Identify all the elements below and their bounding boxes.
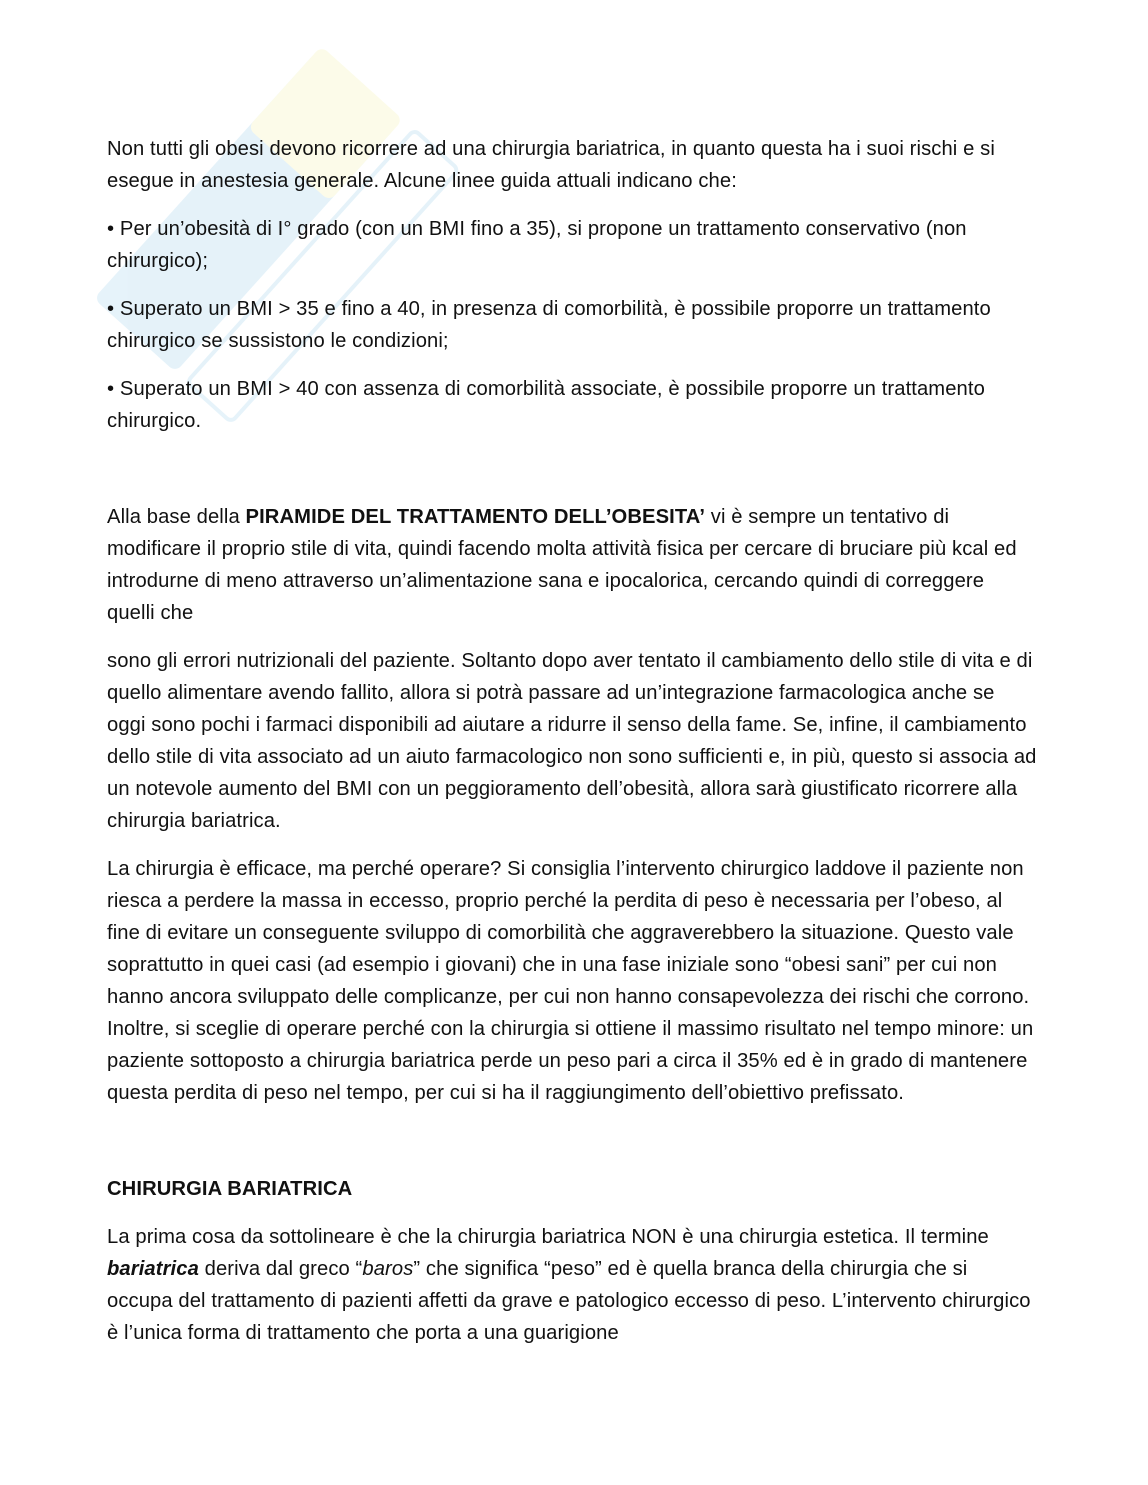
bariatrica-definition-paragraph [107, 1221, 1037, 1349]
definition-text-mid: deriva dal greco “ [198, 1258, 363, 1280]
piramide-text-end: vi è sempre un tentativo di modificare il proprio stile di vita, quindi facendo molta attività fisica per cercare di bruciare più kcal ed introdurne di meno attraverso un’alimentazione sana e ipocalorica, cercando quindi di correggere quelli che [107, 506, 1017, 624]
bullet-item-bmi-over-40: • Superato un BMI > 40 con assenza di comorbilità associate, è possibile proporre un trattamento chirurgico. [107, 378, 985, 432]
piramide-text-start: Alla base della [107, 506, 246, 528]
definition-text-end: ” che significa “peso” ed è quella branca della chirurgia che si occupa del trattamento di pazienti affetti da grave e patologico eccesso di peso. L’intervento chirurgico è l’unica forma di trattamento che porta a una guarigione [107, 1258, 1031, 1344]
document-body [107, 133, 1037, 1349]
efficace-paragraph: La chirurgia è efficace, ma perché operare? Si consiglia l’intervento chirurgico laddove il paziente non riesca a perdere la massa in eccesso, proprio perché la perdita di peso è necessaria per l’obeso, al fine di evitare un conseguente sviluppo di comorbilità che aggraverebbero la situazione. Questo vale soprattutto in quei casi (ad esempio i giovani) che in una fase iniziale sono “obesi sani” per cui non hanno ancora sviluppato delle complicanze, per cui non hanno consapevolezza dei rischi che corrono. Inoltre, si sceglie di operare perché con la chirurgia si ottiene il massimo risultato nel tempo minore: un paziente sottoposto a chirurgia bariatrica perde un peso pari a circa il 35% ed è in grado di mantenere questa perdita di peso nel tempo, per cui si ha il raggiungimento dell’obiettivo prefissato. [107, 858, 1034, 1104]
piramide-paragraph [107, 501, 1037, 629]
bullet-item-grade-one: • Per un’obesità di I° grado (con un BMI fino a 35), si propone un trattamento conservativo (non chirurgico); [107, 218, 967, 272]
errori-paragraph: sono gli errori nutrizionali del paziente. Soltanto dopo aver tentato il cambiamento dello stile di vita e di quello alimentare avendo fallito, allora si potrà passare ad un’integrazione farmacologica anche se oggi sono pochi i farmaci disponibili ad aiutare a ridurre il senso della fame. Se, infine, il cambiamento dello stile di vita associato ad un aiuto farmacologico non sono sufficienti e, in più, questo si associa ad un notevole aumento del BMI con un peggioramento dell’obesità, allora sarà giustificato ricorrere alla chirurgia bariatrica. [107, 650, 1037, 832]
definition-term: bariatrica [107, 1258, 199, 1280]
definition-greek-word: baros [362, 1258, 414, 1280]
piramide-bold-term: PIRAMIDE DEL TRATTAMENTO DELL’OBESITA’ [245, 506, 706, 528]
definition-text-start: La prima cosa da sottolineare è che la chirurgia bariatrica NON è una chirurgia estetica. Il termine [107, 1226, 989, 1248]
bullet-item-bmi-35-40: • Superato un BMI > 35 e fino a 40, in presenza di comorbilità, è possibile proporre un trattamento chirurgico se sussistono le condizioni; [107, 298, 991, 352]
section-heading: CHIRURGIA BARIATRICA [107, 1178, 353, 1200]
intro-paragraph: Non tutti gli obesi devono ricorrere ad una chirurgia bariatrica, in quanto questa ha i suoi rischi e si esegue in anestesia generale. Alcune linee guida attuali indicano che: [107, 138, 995, 192]
